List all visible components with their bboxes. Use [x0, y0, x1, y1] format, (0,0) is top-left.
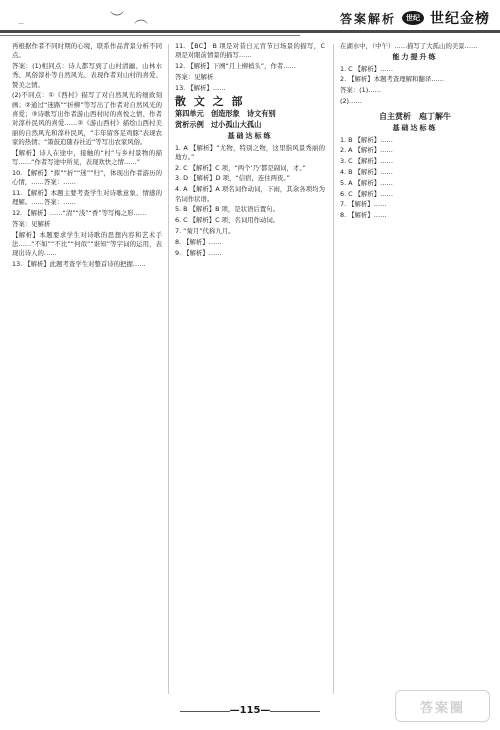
header-strip	[0, 30, 500, 33]
page-number: —115—	[229, 705, 271, 716]
paragraph: 1. C 【解析】……	[340, 64, 393, 73]
exercise-item: 1. B 【解析】……	[340, 135, 393, 144]
column-divider	[168, 44, 169, 694]
column-middle	[175, 42, 325, 702]
exercise-item: 3. D 【解析】D 项，“信宿，连住两夜。”	[175, 174, 290, 183]
sub-label: 基础达标练	[392, 124, 438, 133]
paragraph: 11. 【解析】本题主要考查学生对诗歌意象、情感的理解。……答案：……	[12, 188, 162, 207]
exercise-item: 9. 【解析】……	[175, 248, 222, 257]
brand-name: 世纪金榜	[430, 11, 490, 27]
paragraph: 答案：见解析	[175, 72, 214, 81]
exercise-item: 6. C 【解析】C 项，名词用作动词。	[175, 216, 280, 225]
birds-icon: ︶︵	[110, 11, 158, 27]
section-heading: 散 文 之 部	[175, 94, 245, 108]
paragraph: 11. 【BC】 B 项是对昔日元宵节日场景的描写，C 项是对眼前情景的描写……	[175, 42, 325, 60]
column-right	[340, 42, 490, 702]
watermark-text: 答案圈	[419, 700, 465, 716]
logo-icon	[402, 11, 424, 25]
exercise-item: 7. 【解析】……	[340, 200, 387, 209]
exercise-item: 4. B 【解析】……	[340, 167, 393, 176]
column-left	[12, 42, 162, 702]
paragraph: (2)……	[340, 96, 362, 105]
paragraph: 2. 【解析】本题考查理解和翻译……	[340, 75, 444, 84]
paragraph: 答案：(1)……	[340, 86, 382, 95]
paragraph: (2)不同点：①《西村》描写了对自然风光的细致刻画；②通过“迷路”“折柳”等写出了作者对自然风光的喜爱；③诗歌写出作者游山西村时的喜悦之情、作者对淳朴民风的喜爱……②《游山西村》描绘山西村美丽的自然风光和淳朴民风，“丰年留客足鸡豚”表现农家的热情；“箫鼓追随春社近”等写出农家风俗。	[12, 91, 162, 146]
answer-label: 答案解析	[339, 11, 396, 26]
paragraph: 答案：见解析	[12, 219, 51, 228]
header-left: —	[18, 20, 25, 27]
watermark-stamp	[395, 690, 490, 722]
exercise-item: 2. C 【解析】C 项，“两个‘乃’都是副词，才。”	[175, 163, 306, 172]
exercise-item: 4. A 【解析】A 项名词作动词，下雨，其余各项均为名词作状语。	[175, 185, 325, 203]
paragraph: 13. 【解析】……	[175, 83, 226, 92]
exercise-item: 2. A 【解析】……	[340, 146, 393, 155]
sub-label: 能力提升练	[392, 53, 438, 62]
exercise-item: 7. “菊月”代称九月。	[175, 226, 235, 235]
header	[0, 0, 500, 42]
paragraph: 10. 【解析】“挥”“折”“迷”“归”，体现出作者游历的心情，……答案：……	[12, 168, 162, 187]
exercise-item: 5. A 【解析】……	[340, 178, 393, 187]
exercise-item: 8. 【解析】……	[175, 237, 222, 246]
unit-subtitle: 赏析示例 过小孤山大孤山	[175, 120, 262, 130]
sub-label: 基础达标练	[227, 132, 273, 141]
paragraph: 再根据作者不同时期的心境，联系作品背景分析不同点。	[12, 42, 162, 60]
exercise-item: 1. A 【解析】“尤物，特别之物，这里指风景秀丽的地方。”	[175, 143, 325, 161]
exercise-item: 3. C 【解析】……	[340, 157, 393, 166]
paragraph: 答案：(1)相同点：诗人都写到了山村清幽、山林水秀、风俗淳朴等自然风光、表现作者对山村的喜爱、赞美之情。	[12, 62, 162, 89]
column-divider	[333, 44, 334, 694]
header-strip-thin	[0, 35, 300, 36]
section-title: 自主赏析 庖丁解牛	[379, 112, 451, 122]
paragraph: 【解析】本题要求学生对诗歌的思想内容和艺术手法……“不如”“不比”“何似”“谁知”等字词的运用，表现出诗人的……	[12, 230, 162, 258]
paragraph: 12. 【解析】下阕“月上柳梢头”，作者……	[175, 62, 297, 71]
exercise-item: 5. B 【解析】B 项，是状语后置句。	[175, 205, 280, 214]
unit-title: 第四单元 创造形象 诗文有别	[175, 109, 276, 119]
paragraph: 12. 【解析】……“清”“浅”“香”等写梅之形……	[12, 209, 147, 218]
paragraph: 【解析】诗人在途中，接触的“村”与乡村景物的描写……“作者写途中所见，表现欢快之情……”	[12, 148, 162, 167]
exercise-item: 6. C 【解析】……	[340, 189, 393, 198]
paragraph: 在湖水中，（中午）……描写了大孤山的美景……	[340, 42, 478, 50]
logo-text: 世纪	[406, 14, 420, 22]
brand	[340, 8, 490, 28]
exercise-item: 8. 【解析】……	[340, 211, 387, 220]
paragraph: 13. 【解析】此题考查学生对整首诗的把握……	[12, 260, 146, 269]
